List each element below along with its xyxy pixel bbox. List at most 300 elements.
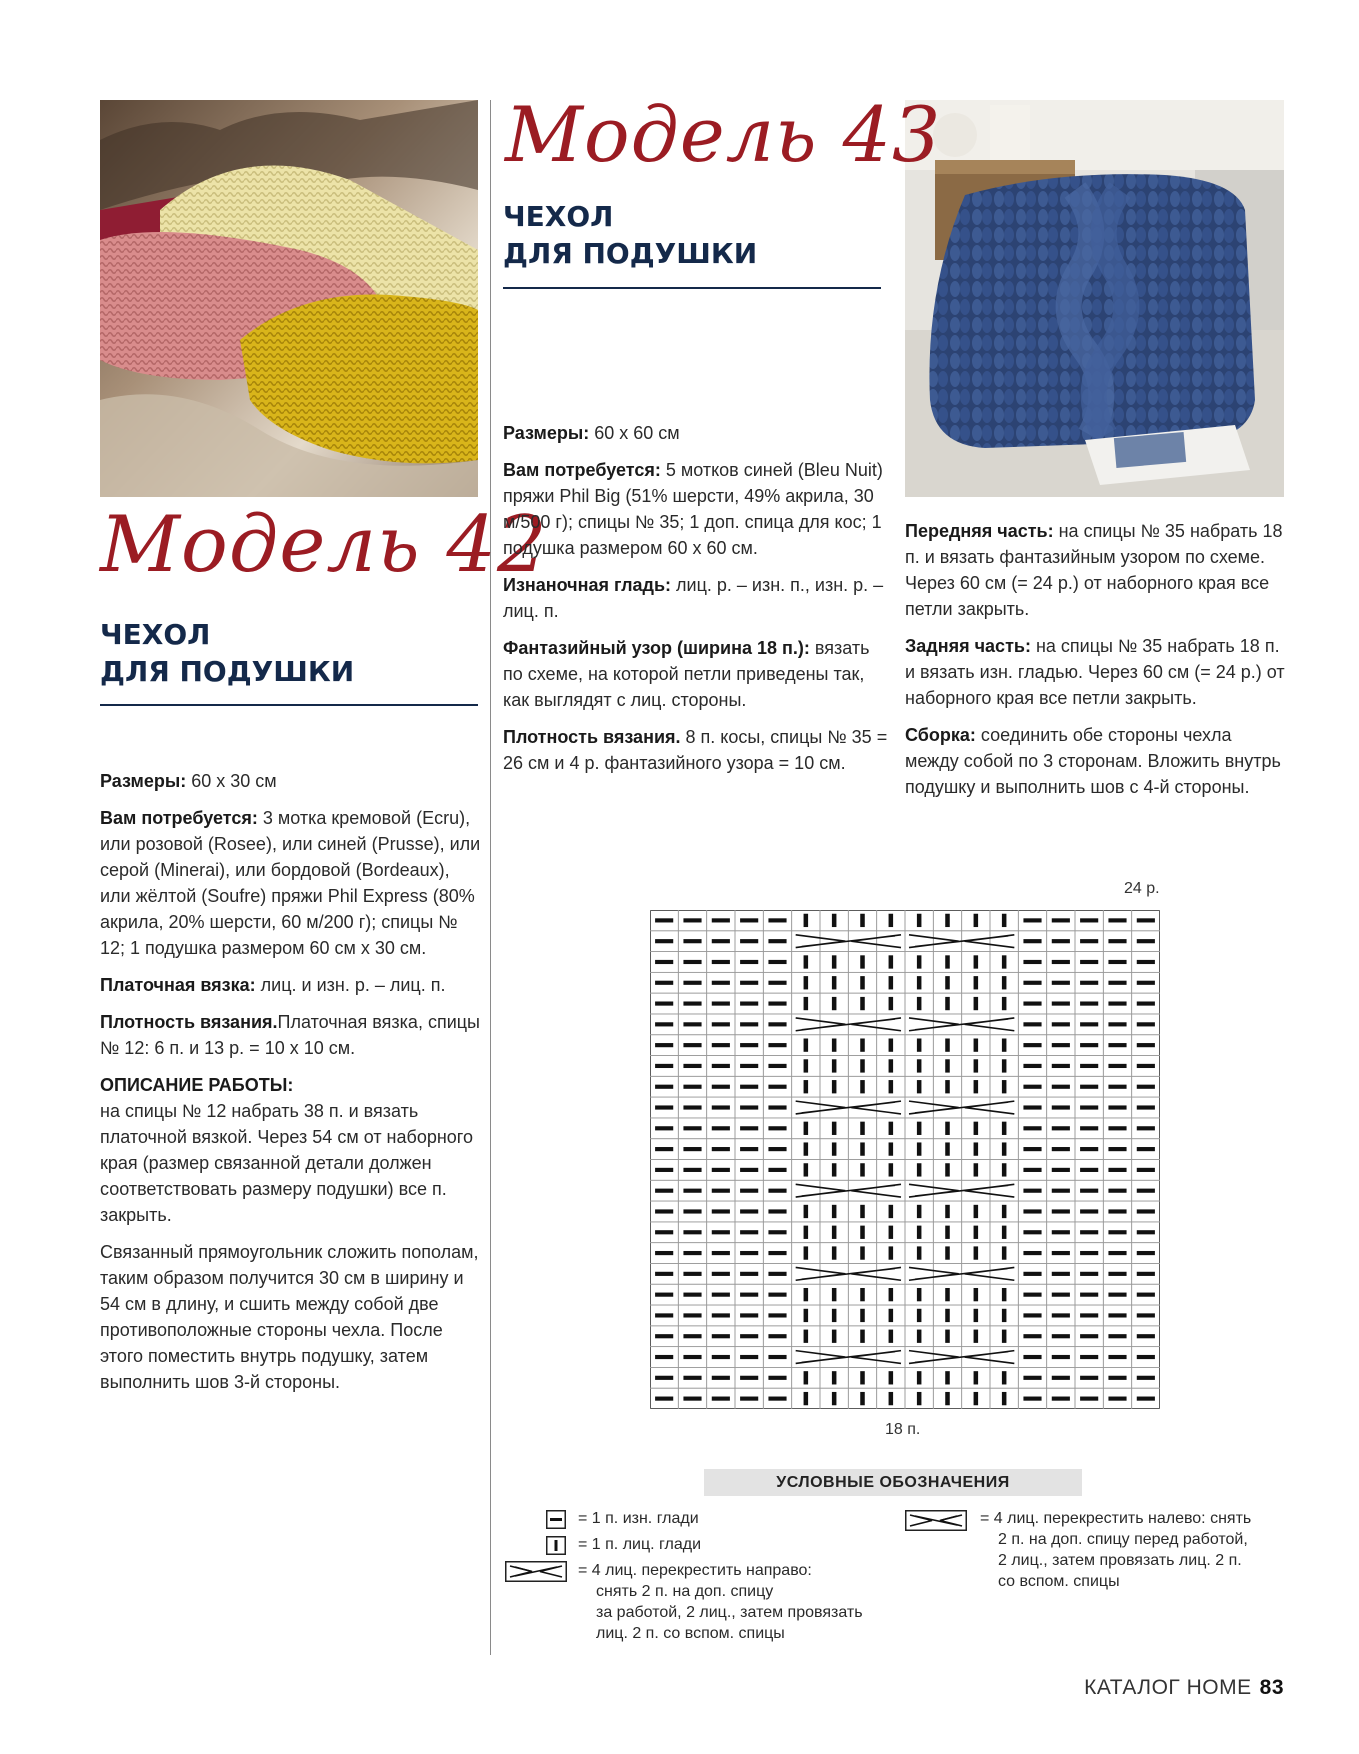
legend-purl: = 1 п. изн. глади (578, 1510, 699, 1527)
knit-mark (832, 1226, 837, 1239)
knit-mark (945, 1288, 950, 1301)
knit-mark (945, 1163, 950, 1176)
knit-mark (832, 1309, 837, 1322)
knit-mark (889, 1226, 894, 1239)
purl-mark (683, 1334, 701, 1338)
m42-stitch (100, 972, 485, 998)
purl-mark (683, 1043, 701, 1047)
m42-gauge-label: Плотность вязания. (100, 1012, 278, 1032)
knit-mark (945, 1142, 950, 1155)
purl-mark (655, 960, 673, 964)
purl-mark (712, 1376, 730, 1380)
knit-mark (889, 1392, 894, 1405)
m42-work (100, 1072, 485, 1228)
knit-mark (832, 976, 837, 989)
purl-mark (768, 1168, 786, 1172)
purl-mark (1052, 1313, 1070, 1317)
purl-mark (712, 1064, 730, 1068)
purl-mark (1052, 1001, 1070, 1005)
knit-mark (804, 1038, 809, 1051)
chart-cols-label: 18 п. (885, 1421, 921, 1438)
purl-mark (740, 1043, 758, 1047)
knit-mark (917, 1142, 922, 1155)
model-42-rule (100, 704, 478, 706)
purl-mark (1108, 1230, 1126, 1234)
purl-mark (655, 1001, 673, 1005)
purl-mark (683, 1189, 701, 1193)
knit-mark (974, 1080, 979, 1093)
purl-mark (768, 1105, 786, 1109)
purl-mark (712, 1397, 730, 1401)
legend-heading: УСЛОВНЫЕ ОБОЗНАЧЕНИЯ (704, 1469, 1082, 1496)
purl-mark (1080, 1355, 1098, 1359)
purl-mark (768, 1376, 786, 1380)
knit-mark (974, 1122, 979, 1135)
knit-mark (889, 1309, 894, 1322)
purl-mark (712, 1147, 730, 1151)
purl-mark (1052, 1376, 1070, 1380)
purl-mark (1080, 1189, 1098, 1193)
purl-mark (712, 939, 730, 943)
knit-mark (832, 955, 837, 968)
purl-mark (655, 1209, 673, 1213)
purl-mark (1023, 1105, 1041, 1109)
knit-mark (889, 1038, 894, 1051)
m43-front-value: на спицы № 35 набрать 18 п. и вязать фантазийным узором по схеме. Через 60 см (= 24 р.) от наборного края все петли закрыть. (905, 521, 1283, 619)
knit-mark (1002, 1122, 1007, 1135)
knit-mark (832, 1288, 837, 1301)
purl-mark (1108, 1001, 1126, 1005)
knit-mark (917, 1163, 922, 1176)
purl-mark (768, 1189, 786, 1193)
purl-mark (1052, 1126, 1070, 1130)
purl-mark (655, 1064, 673, 1068)
m43-back (905, 633, 1290, 711)
m43-gauge-label: Плотность вязания. (503, 727, 681, 747)
purl-mark (1052, 1209, 1070, 1213)
m42-gauge (100, 1009, 485, 1061)
knit-mark (889, 1246, 894, 1259)
m43-pattern (503, 635, 888, 713)
m42-gauge-value: Платочная вязка, спицы № 12: 6 п. и 13 р. = 10 х 10 см. (100, 1012, 480, 1058)
purl-mark (1023, 1293, 1041, 1297)
knit-mark (1002, 1226, 1007, 1239)
legend-cross-left-line4: со вспом. спицы (998, 1573, 1120, 1590)
purl-mark (655, 981, 673, 985)
purl-mark (768, 1209, 786, 1213)
purl-mark (740, 1209, 758, 1213)
purl-mark (740, 1147, 758, 1151)
purl-mark (683, 1355, 701, 1359)
m42-stitch-value: лиц. и изн. р. – лиц. п. (255, 975, 446, 995)
purl-mark (712, 1251, 730, 1255)
purl-mark (683, 1230, 701, 1234)
model-42-subtitle-line1: ЧЕХОЛ (100, 618, 211, 651)
purl-mark (655, 1189, 673, 1193)
purl-mark (740, 1251, 758, 1255)
model-43-instructions-a (503, 420, 888, 787)
knit-mark (1002, 997, 1007, 1010)
purl-mark (1137, 960, 1155, 964)
m43-gauge (503, 724, 888, 776)
knit-mark (804, 1309, 809, 1322)
knit-mark (974, 1330, 979, 1343)
purl-mark (1108, 1043, 1126, 1047)
purl-mark (683, 1022, 701, 1026)
knit-mark (1002, 1371, 1007, 1384)
purl-mark (1052, 1022, 1070, 1026)
purl-mark (740, 1355, 758, 1359)
knit-mark (917, 976, 922, 989)
purl-mark (655, 1126, 673, 1130)
purl-mark (1137, 1105, 1155, 1109)
knit-mark (974, 997, 979, 1010)
m43-materials (503, 457, 888, 561)
knit-mark (804, 1392, 809, 1405)
knit-mark (804, 914, 809, 927)
purl-mark (1052, 1334, 1070, 1338)
knit-mark (945, 1080, 950, 1093)
purl-mark (1108, 1272, 1126, 1276)
knit-mark (974, 1163, 979, 1176)
knit-mark (945, 1038, 950, 1051)
purl-mark (655, 1230, 673, 1234)
knit-mark (917, 1246, 922, 1259)
purl-mark (1137, 1272, 1155, 1276)
purl-mark (1080, 1064, 1098, 1068)
model-43-rule (503, 287, 881, 289)
purl-mark (1080, 1022, 1098, 1026)
knit-mark (804, 1246, 809, 1259)
purl-mark (655, 1355, 673, 1359)
purl-mark (1108, 1147, 1126, 1151)
purl-mark (1108, 1355, 1126, 1359)
knit-mark (832, 1122, 837, 1135)
purl-mark (683, 1272, 701, 1276)
knit-mark (974, 1059, 979, 1072)
purl-mark (712, 1189, 730, 1193)
purl-mark (655, 1168, 673, 1172)
knit-mark (860, 976, 865, 989)
purl-mark (655, 1397, 673, 1401)
knit-mark (860, 1330, 865, 1343)
knit-mark (945, 1330, 950, 1343)
purl-mark (1108, 1334, 1126, 1338)
purl-mark (1023, 918, 1041, 922)
m43-assembly (905, 722, 1290, 800)
knit-mark (1002, 1080, 1007, 1093)
knit-mark (804, 1226, 809, 1239)
cross-left-symbol-icon (905, 1510, 967, 1531)
purl-mark (1137, 1334, 1155, 1338)
purl-mark (1080, 1043, 1098, 1047)
knit-mark (832, 1163, 837, 1176)
knit-mark (860, 1246, 865, 1259)
knit-mark (832, 1142, 837, 1155)
knit-mark (945, 1371, 950, 1384)
knit-mark (860, 1038, 865, 1051)
column-divider (490, 100, 491, 1655)
purl-mark (1052, 1230, 1070, 1234)
purl-mark (1052, 1105, 1070, 1109)
purl-mark (1052, 1085, 1070, 1089)
legend-cross-right-line2: снять 2 п. на доп. спицу (596, 1583, 774, 1600)
m43-pattern-value: вязать по схеме, на которой петли приведены так, как выглядят с лиц. стороны. (503, 638, 870, 710)
page-number: 83 (1259, 1676, 1284, 1699)
purl-mark (655, 1251, 673, 1255)
knit-mark (945, 1392, 950, 1405)
knit-mark (974, 1392, 979, 1405)
purl-mark (712, 1209, 730, 1213)
m43-assembly-label: Сборка: (905, 725, 976, 745)
knit-mark (804, 997, 809, 1010)
purl-mark (712, 1230, 730, 1234)
chart-rows-label: 24 р. (1124, 880, 1160, 897)
purl-mark (768, 1272, 786, 1276)
m43-pattern-label: Фантазийный узор (ширина 18 п.): (503, 638, 810, 658)
purl-mark (1137, 1209, 1155, 1213)
purl-mark (1137, 1147, 1155, 1151)
knit-mark (804, 1142, 809, 1155)
knit-mark (860, 914, 865, 927)
purl-mark (1023, 1355, 1041, 1359)
m42-work-heading: ОПИСАНИЕ РАБОТЫ: (100, 1075, 294, 1095)
purl-mark (768, 1001, 786, 1005)
purl-mark (1108, 939, 1126, 943)
purl-mark (1080, 939, 1098, 943)
m43-sizes-label: Размеры: (503, 423, 590, 443)
purl-mark (768, 1313, 786, 1317)
knit-mark (804, 1059, 809, 1072)
knit-mark (945, 955, 950, 968)
knit-mark (804, 976, 809, 989)
knit-mark (974, 914, 979, 927)
knit-mark (889, 1080, 894, 1093)
knit-mark (889, 955, 894, 968)
knitting-chart-grid (650, 910, 1160, 1409)
purl-mark (712, 1043, 730, 1047)
purl-mark (740, 939, 758, 943)
knit-mark (804, 1288, 809, 1301)
knit-mark (832, 1330, 837, 1343)
purl-mark (768, 1251, 786, 1255)
purl-mark (768, 918, 786, 922)
knit-mark (889, 914, 894, 927)
knit-mark (889, 1330, 894, 1343)
purl-mark (1108, 1313, 1126, 1317)
purl-mark (1052, 981, 1070, 985)
model-43-instructions-b (905, 518, 1290, 811)
purl-mark (683, 1001, 701, 1005)
purl-mark (1137, 918, 1155, 922)
purl-mark (655, 939, 673, 943)
knit-mark (917, 1226, 922, 1239)
purl-mark (1080, 1251, 1098, 1255)
knit-mark (945, 997, 950, 1010)
legend-cross-left-line2: 2 п. на доп. спицу перед работой, (998, 1531, 1248, 1548)
purl-mark (740, 1230, 758, 1234)
purl-mark (1108, 960, 1126, 964)
purl-mark (712, 1105, 730, 1109)
m42-materials-value: 3 мотка кремовой (Ecru), или розовой (Rosee), или синей (Prusse), или серой (Minerai), или бордовой (Bordeaux), или жёлтой (Soufre) пряжи Phil Express (80% акрила, 20% шерсти, 60 м/200 г); спицы № 12; 1 подушка размером 60 см х 30 см. (100, 808, 481, 958)
purl-mark (740, 1334, 758, 1338)
purl-mark (1108, 918, 1126, 922)
purl-mark (1137, 981, 1155, 985)
model-42-subtitle-line2: ДЛЯ ПОДУШКИ (100, 655, 355, 688)
cable-cushion-illustration (905, 100, 1284, 497)
purl-mark (1108, 1397, 1126, 1401)
m43-purl-value: лиц. р. – изн. п., изн. р. – лиц. п. (503, 575, 884, 621)
knit-mark (860, 1288, 865, 1301)
purl-mark (1052, 1064, 1070, 1068)
purl-mark (683, 981, 701, 985)
purl-mark (1023, 1376, 1041, 1380)
purl-mark (683, 1251, 701, 1255)
knit-mark (804, 1163, 809, 1176)
purl-mark (740, 1126, 758, 1130)
purl-mark (655, 1376, 673, 1380)
purl-mark (768, 1334, 786, 1338)
purl-mark (1052, 1147, 1070, 1151)
purl-mark (1023, 1064, 1041, 1068)
m43-materials-label: Вам потребуется: (503, 460, 661, 480)
purl-mark (768, 1126, 786, 1130)
purl-mark (683, 918, 701, 922)
purl-mark (768, 981, 786, 985)
knit-mark (1002, 1142, 1007, 1155)
purl-mark (1137, 1001, 1155, 1005)
purl-mark (1023, 981, 1041, 985)
purl-mark (683, 1209, 701, 1213)
purl-mark (1137, 1189, 1155, 1193)
purl-mark (683, 1064, 701, 1068)
purl-mark (1023, 1251, 1041, 1255)
purl-mark (683, 1147, 701, 1151)
knit-mark (860, 1392, 865, 1405)
purl-mark (1080, 960, 1098, 964)
purl-mark (1023, 1001, 1041, 1005)
model-43-subtitle-line1: ЧЕХОЛ (503, 200, 614, 233)
purl-mark (740, 1168, 758, 1172)
purl-symbol-icon (546, 1510, 566, 1529)
knit-mark (1002, 1059, 1007, 1072)
knit-mark (974, 1288, 979, 1301)
m43-assembly-value: соединить обе стороны чехла между собой по 3 сторонам. Вложить внутрь подушку и выполнить шов с 4-й стороны. (905, 725, 1281, 797)
knit-mark (974, 1038, 979, 1051)
purl-mark (712, 1272, 730, 1276)
knit-mark (917, 1122, 922, 1135)
knit-mark (804, 1205, 809, 1218)
purl-mark (683, 1168, 701, 1172)
purl-mark (1023, 939, 1041, 943)
legend-cross-right-line3: за работой, 2 лиц., затем провязать (596, 1604, 863, 1621)
knit-mark (1002, 1330, 1007, 1343)
purl-mark (740, 1085, 758, 1089)
model-43-title: Модель 43 (505, 90, 942, 179)
knit-symbol-icon (546, 1536, 566, 1555)
knit-mark (889, 1205, 894, 1218)
purl-mark (655, 1272, 673, 1276)
knit-mark (832, 1080, 837, 1093)
purl-mark (1108, 1064, 1126, 1068)
purl-mark (655, 1043, 673, 1047)
purl-mark (1023, 1147, 1041, 1151)
purl-mark (1080, 1085, 1098, 1089)
purl-mark (1023, 1334, 1041, 1338)
purl-mark (712, 1334, 730, 1338)
purl-mark (1137, 1293, 1155, 1297)
knit-mark (974, 1371, 979, 1384)
purl-mark (1137, 1355, 1155, 1359)
knit-mark (1002, 914, 1007, 927)
knit-mark (860, 1226, 865, 1239)
knit-mark (889, 1288, 894, 1301)
purl-mark (712, 918, 730, 922)
knit-mark (917, 1080, 922, 1093)
purl-mark (1137, 1168, 1155, 1172)
model-43-subtitle-line2: ДЛЯ ПОДУШКИ (503, 237, 758, 270)
m43-gauge-value: 8 п. косы, спицы № 35 = 26 см и 4 р. фантазийного узора = 10 см. (503, 727, 888, 773)
purl-mark (740, 1293, 758, 1297)
purl-mark (1108, 1251, 1126, 1255)
m42-materials-label: Вам потребуется: (100, 808, 258, 828)
knit-mark (832, 1371, 837, 1384)
purl-mark (1137, 1397, 1155, 1401)
knit-mark (974, 1309, 979, 1322)
m42-sizes-label: Размеры: (100, 771, 187, 791)
purl-mark (768, 1355, 786, 1359)
purl-mark (740, 918, 758, 922)
purl-mark (1080, 1293, 1098, 1297)
purl-mark (740, 1105, 758, 1109)
knit-mark (917, 997, 922, 1010)
purl-mark (1080, 1209, 1098, 1213)
purl-mark (768, 939, 786, 943)
purl-mark (1080, 1376, 1098, 1380)
knit-mark (832, 914, 837, 927)
knit-mark (889, 1371, 894, 1384)
purl-mark (740, 1064, 758, 1068)
knit-mark (1002, 1246, 1007, 1259)
purl-mark (712, 1085, 730, 1089)
purl-mark (683, 1126, 701, 1130)
knit-mark (974, 1142, 979, 1155)
purl-mark (1023, 1168, 1041, 1172)
knit-mark (889, 976, 894, 989)
purl-mark (683, 1085, 701, 1089)
m42-assembly: Связанный прямоугольник сложить пополам, таким образом получится 30 см в ширину и 54 см в длину, и сшить между собой две противоположные стороны чехла. После этого поместить внутрь подушку, затем выполнить шов 3-й стороны. (100, 1242, 479, 1392)
purl-mark (712, 960, 730, 964)
knit-mark (832, 1059, 837, 1072)
purl-mark (1052, 1168, 1070, 1172)
purl-mark (768, 1397, 786, 1401)
purl-mark (1023, 1272, 1041, 1276)
purl-mark (740, 1313, 758, 1317)
purl-mark (740, 1189, 758, 1193)
footer-catalog: КАТАЛОГ HOME (1084, 1676, 1252, 1699)
model-42-title: Модель 42 (100, 500, 548, 590)
legend-cross-right-line1: = 4 лиц. перекрестить направо: (578, 1562, 812, 1579)
knit-mark (974, 1226, 979, 1239)
legend-cross-right (578, 1560, 898, 1644)
m43-back-value: на спицы № 35 набрать 18 п. и вязать изн. гладью. Через 60 см (= 24 р.) от наборного края все петли закрыть. (905, 636, 1285, 708)
purl-mark (683, 1105, 701, 1109)
knit-mark (832, 1205, 837, 1218)
purl-mark (712, 1001, 730, 1005)
purl-mark (1137, 1230, 1155, 1234)
knit-mark (1002, 1392, 1007, 1405)
purl-mark (1080, 981, 1098, 985)
